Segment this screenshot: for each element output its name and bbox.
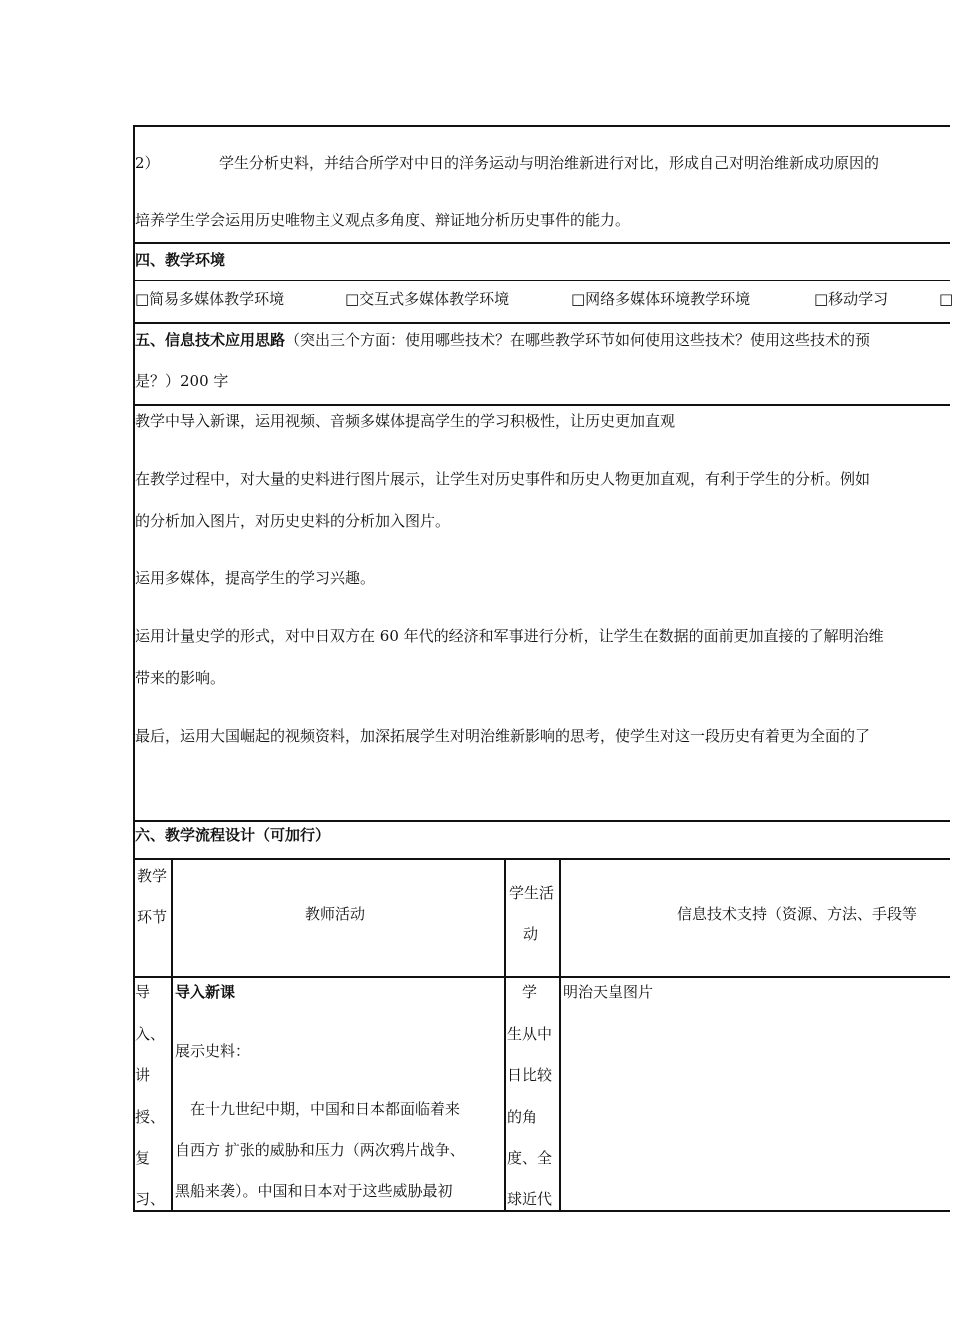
header-student-activity-2: 动 xyxy=(523,925,539,943)
stage-char: 讲 xyxy=(135,1066,151,1084)
header-stage-1: 教学 xyxy=(137,867,168,885)
table-border-top xyxy=(133,125,950,127)
objective-text: 学生分析史料，并结合所学对中日的洋务运动与明治维新进行对比，形成自己对明治维新成功原因的 xyxy=(219,154,880,172)
teacher-activity-line: 自西方 扩张的威胁和压力（两次鸦片战争、 xyxy=(175,1141,465,1159)
env-option-mobile-learning[interactable]: □移动学习 xyxy=(814,290,889,308)
divider xyxy=(133,404,950,406)
teacher-activity-title: 导入新课 xyxy=(175,983,236,1001)
divider xyxy=(133,820,950,822)
it-paragraph-3: 运用多媒体，提高学生的学习兴趣。 xyxy=(135,569,376,587)
it-support-resource: 明治天皇图片 xyxy=(563,983,654,1001)
divider xyxy=(133,280,950,281)
stage-char: 授、 xyxy=(135,1108,166,1126)
teacher-activity-line: 展示史料： xyxy=(175,1042,251,1060)
env-option-other[interactable]: □ xyxy=(939,290,953,308)
it-paragraph-4: 运用计量史学的形式，对中日双方在 60 年代的经济和军事进行分析，让学生在数据的面前更加直接的了解明治维 xyxy=(135,627,884,645)
student-activity-line: 度、全 xyxy=(507,1149,553,1167)
section-heading-it-line2: 是？）200 字 xyxy=(135,372,229,390)
stage-char: 复 xyxy=(135,1149,151,1167)
student-activity-line: 的角 xyxy=(507,1108,538,1126)
section-heading-environment: 四、教学环境 xyxy=(135,251,226,269)
table-border-bottom xyxy=(133,1210,950,1212)
section-heading-it-application xyxy=(135,330,870,350)
divider xyxy=(133,322,950,324)
env-option-interactive-multimedia[interactable]: □交互式多媒体教学环境 xyxy=(345,290,510,308)
it-paragraph-2: 在教学过程中，对大量的史料进行图片展示，让学生对历史事件和历史人物更加直观，有利于学生的分析。例如 xyxy=(135,470,871,488)
it-paragraph-2-cont: 的分析加入图片，对历史史料的分析加入图片。 xyxy=(135,512,451,530)
env-option-network-multimedia[interactable]: □网络多媒体环境教学环境 xyxy=(571,290,751,308)
section-heading-it-rest: （突出三个方面：使用哪些技术？在哪些教学环节如何使用这些技术？使用这些技术的预 xyxy=(285,331,871,349)
section-heading-flow-design: 六、教学流程设计（可加行） xyxy=(135,826,331,844)
header-teacher-activity: 教师活动 xyxy=(305,905,366,923)
teacher-activity-line: 在十九世纪中期，中国和日本都面临着来 xyxy=(175,1100,461,1118)
student-activity-line: 日比较 xyxy=(507,1066,553,1084)
env-option-simple-multimedia[interactable]: □简易多媒体教学环境 xyxy=(135,290,285,308)
stage-char: 入、 xyxy=(135,1025,166,1043)
header-student-activity-1: 学生活 xyxy=(509,884,555,902)
section-heading-it-bold: 五、信息技术应用思路 xyxy=(135,331,286,349)
objective-text-line2: 培养学生学会运用历史唯物主义观点多角度、辩证地分析历史事件的能力。 xyxy=(135,211,631,229)
document-table xyxy=(133,125,953,1212)
student-activity-line: 学 xyxy=(507,983,538,1001)
stage-char: 导 xyxy=(135,983,151,1001)
divider xyxy=(133,242,950,244)
it-paragraph-4-cont: 带来的影响。 xyxy=(135,669,226,687)
teacher-activity-line: 黑船来袭）。中国和日本对于这些威胁最初 xyxy=(175,1182,453,1200)
it-paragraph-5: 最后，运用大国崛起的视频资料，加深拓展学生对明治维新影响的思考，使学生对这一段历史有着更为全面的了 xyxy=(135,727,871,745)
divider xyxy=(133,858,950,860)
header-stage-2: 环节 xyxy=(137,908,168,926)
col-divider-1 xyxy=(171,858,173,1212)
divider xyxy=(133,976,950,978)
it-paragraph-1: 教学中导入新课，运用视频、音频多媒体提高学生的学习积极性，让历史更加直观 xyxy=(135,412,676,430)
header-it-support: 信息技术支持（资源、方法、手段等 xyxy=(677,905,918,923)
student-activity-line: 生从中 xyxy=(507,1025,553,1043)
col-divider-2 xyxy=(504,858,506,1212)
student-activity-line: 球近代 xyxy=(507,1190,553,1208)
stage-char: 习、 xyxy=(135,1190,166,1208)
col-divider-3 xyxy=(559,858,561,1212)
objective-number: 2） xyxy=(135,154,160,172)
